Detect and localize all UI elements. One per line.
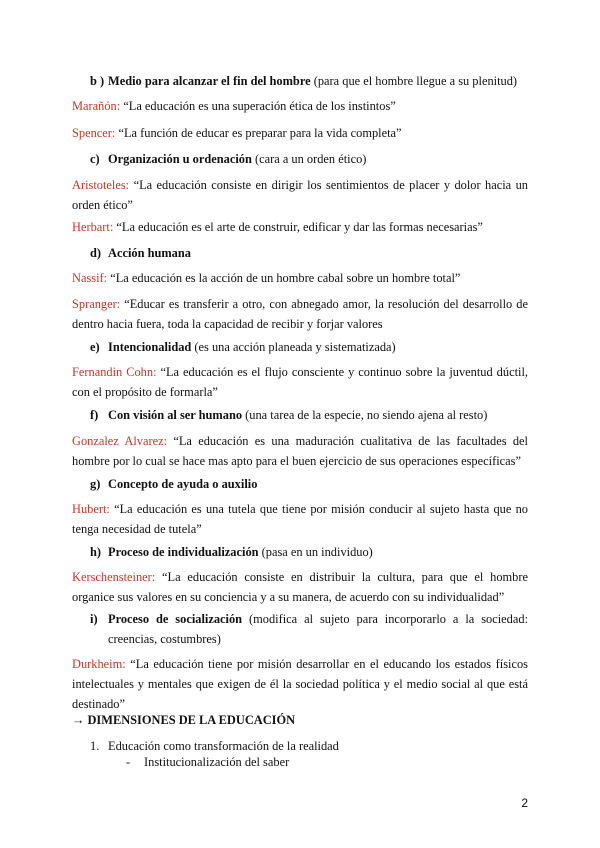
quote-nassif bbox=[72, 268, 528, 288]
item-b-heading bbox=[90, 71, 528, 91]
quote-spranger bbox=[72, 294, 528, 334]
quote-cohn bbox=[72, 362, 528, 402]
item-note: (para que el hombre llegue a su plenitud) bbox=[310, 74, 518, 88]
quote-text: “Educar es transferir a otro, con abnegado amor, la resolución del desarrollo de dentro hacia fuera, toda la capacidad de recibir y forjar valores bbox=[72, 297, 528, 331]
quote-author: Kerschensteiner: bbox=[72, 570, 156, 584]
item-note: (es una acción planeada y sistematizada) bbox=[191, 340, 396, 354]
quote-herbart bbox=[72, 217, 528, 237]
quote-hubert bbox=[72, 499, 528, 539]
sub-list-dash: - bbox=[126, 755, 131, 769]
quote-aristoteles bbox=[72, 175, 528, 215]
item-note: (cara a un orden ético) bbox=[251, 152, 367, 166]
item-letter: i) bbox=[90, 612, 98, 626]
item-letter: b ) bbox=[90, 74, 105, 88]
item-letter: c) bbox=[90, 152, 100, 166]
quote-kerschensteiner bbox=[72, 567, 528, 607]
item-note: (modifica al sujeto para incorporarlo a la sociedad: creencias, costumbres) bbox=[108, 612, 529, 646]
quote-author: Nassif: bbox=[72, 271, 108, 285]
quote-author: Durkheim: bbox=[72, 657, 126, 671]
item-title: Intencionalidad bbox=[108, 340, 192, 354]
quote-text: “La educación es el arte de construir, edificar y dar las formas necesarias” bbox=[113, 220, 483, 234]
quote-text: “La función de educar es preparar para la vida completa” bbox=[115, 126, 402, 140]
quote-author: Spranger: bbox=[72, 297, 121, 311]
list-number: 1. bbox=[90, 739, 100, 753]
quote-author: Hubert: bbox=[72, 502, 110, 516]
item-note: (una tarea de la especie, no siendo ajena al resto) bbox=[242, 408, 488, 422]
item-g-heading bbox=[90, 474, 528, 494]
quote-spencer bbox=[72, 123, 528, 143]
quote-durkheim bbox=[72, 654, 528, 714]
sub-list-item bbox=[126, 752, 289, 772]
item-e-heading bbox=[90, 337, 528, 357]
item-note: (pasa en un individuo) bbox=[258, 545, 373, 559]
quote-text: “La educación es una tutela que tiene por misión conducir al sujeto hasta que no tenga necesidad de tutela” bbox=[72, 502, 528, 536]
page-number: 2 bbox=[521, 796, 528, 810]
quote-maranon bbox=[72, 96, 528, 116]
sub-list-item-text: Institucionalización del saber bbox=[144, 755, 290, 769]
quote-text: “La educación es una maduración cualitativa de las facultades del hombre por lo cual se hace mas apto para el buen ejercicio de sus operaciones específicas” bbox=[72, 434, 528, 468]
list-item-text: Educación como transformación de la realidad bbox=[108, 739, 339, 753]
item-title: Proceso de individualización bbox=[108, 545, 259, 559]
quote-author: Gonzalez Alvarez: bbox=[72, 434, 168, 448]
item-h-heading bbox=[90, 542, 528, 562]
item-title: Organización u ordenación bbox=[108, 152, 252, 166]
item-letter: f) bbox=[90, 408, 99, 422]
item-title: Proceso de socialización bbox=[108, 612, 243, 626]
quote-author: Spencer: bbox=[72, 126, 116, 140]
dimensions-heading: → DIMENSIONES DE LA EDUCACIÓN bbox=[72, 713, 296, 727]
quote-gonzalez-alvarez bbox=[72, 431, 528, 471]
quote-author: Aristoteles: bbox=[72, 178, 130, 192]
quote-author: Marañón: bbox=[72, 99, 121, 113]
item-letter: g) bbox=[90, 477, 101, 491]
quote-text: “La educación consiste en dirigir los sentimientos de placer y dolor hacia un orden ético” bbox=[72, 178, 528, 212]
quote-text: “La educación es el flujo consciente y continuo sobre la juventud dúctil, con el propósito de formarla” bbox=[72, 365, 528, 399]
quote-text: “La educación consiste en distribuir la cultura, para que el hombre organice sus valores en su conciencia y a su manera, de acuerdo con su individualidad” bbox=[72, 570, 528, 604]
item-d-heading bbox=[90, 243, 528, 263]
item-letter: e) bbox=[90, 340, 100, 354]
item-title: Con visión al ser humano bbox=[108, 408, 243, 422]
quote-text: “La educación es una superación ética de los instintos” bbox=[120, 99, 396, 113]
item-title: Acción humana bbox=[108, 246, 191, 260]
item-title: Medio para alcanzar el fin del hombre bbox=[108, 74, 311, 88]
quote-author: Fernandin Cohn: bbox=[72, 365, 157, 379]
item-title: Concepto de ayuda o auxilio bbox=[108, 477, 258, 491]
item-i-heading bbox=[90, 609, 528, 649]
item-f-heading bbox=[90, 405, 528, 425]
quote-author: Herbart: bbox=[72, 220, 114, 234]
item-c-heading bbox=[90, 149, 528, 169]
quote-text: “La educación tiene por misión desarrollar en el educando los estados físicos intelectuales y mentales que exigen de él la sociedad política y el medio social al que está destinado” bbox=[72, 657, 528, 711]
item-letter: d) bbox=[90, 246, 102, 260]
item-letter: h) bbox=[90, 545, 102, 559]
quote-text: “La educación es la acción de un hombre cabal sobre un hombre total” bbox=[107, 271, 461, 285]
